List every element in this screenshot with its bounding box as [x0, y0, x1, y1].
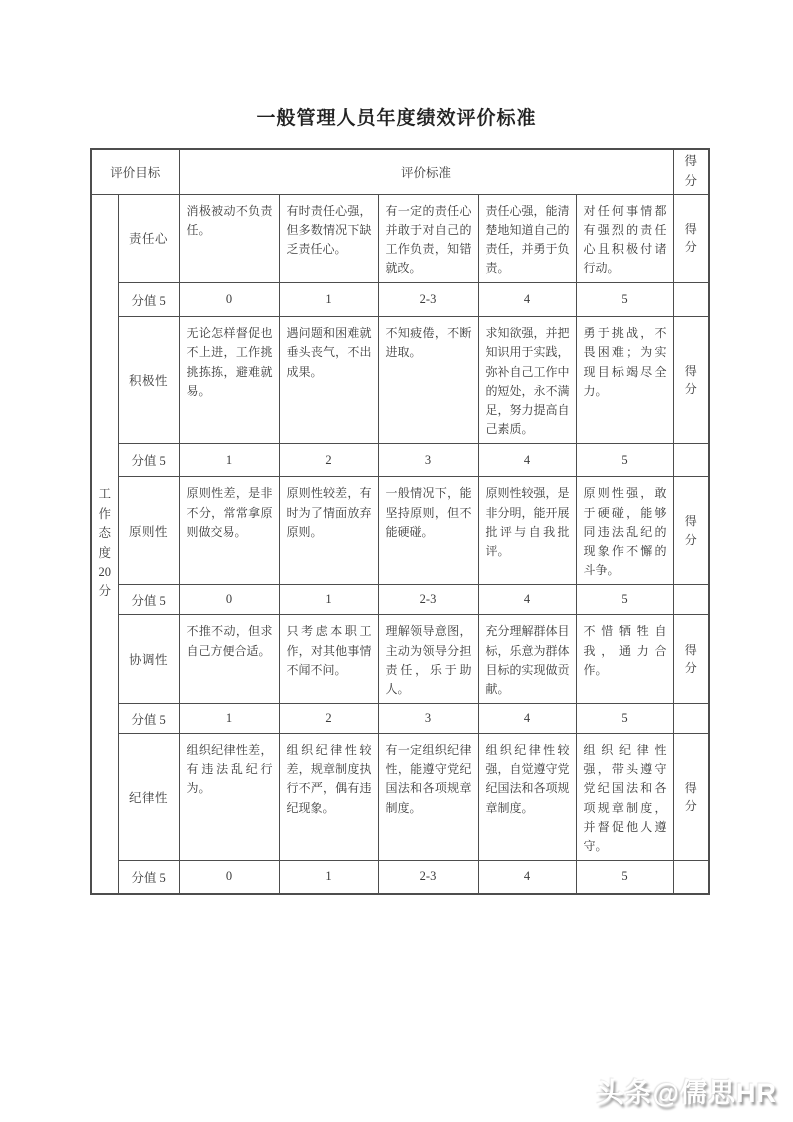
- points-value: 2-3: [378, 861, 478, 894]
- criteria-row-coordination: [91, 615, 709, 704]
- points-value: 2: [279, 704, 378, 734]
- header-goal: 评价目标: [91, 149, 179, 194]
- score-cell: 得分: [673, 615, 709, 704]
- points-value: 4: [478, 283, 576, 317]
- standard-cell: 有时责任心强，但多数情况下缺乏责任心。: [279, 194, 378, 283]
- standard-cell: 有一定的责任心并敢于对自己的工作负责，知错就改。: [378, 194, 478, 283]
- category-work-attitude: [91, 194, 118, 894]
- points-value: 0: [179, 861, 279, 894]
- score-input-cell: [673, 444, 709, 477]
- table-header-row: [91, 149, 709, 194]
- score-cell: 得分: [673, 317, 709, 444]
- criteria-row-initiative: [91, 317, 709, 444]
- points-value: 3: [378, 704, 478, 734]
- header-score-label: 得分: [684, 154, 698, 188]
- score-cell: 得分: [673, 194, 709, 283]
- points-value: 1: [179, 704, 279, 734]
- standard-cell: 理解领导意图，主动为领导分担责任，乐于助人。: [378, 615, 478, 704]
- standard-cell: 只考虑本职工作，对其他事情不闻不问。: [279, 615, 378, 704]
- standard-cell: 原则性较差，有时为了情面放弃原则。: [279, 477, 378, 585]
- points-value: 0: [179, 585, 279, 615]
- evaluation-table: [90, 148, 710, 895]
- points-value: 1: [279, 585, 378, 615]
- points-value: 2-3: [378, 283, 478, 317]
- points-row-coordination: [91, 704, 709, 734]
- criteria-row-principle: [91, 477, 709, 585]
- points-label: 分值 5: [118, 283, 179, 317]
- standard-cell: 消极被动不负责任。: [179, 194, 279, 283]
- standard-cell: 原则性差，是非不分，常常拿原则做交易。: [179, 477, 279, 585]
- points-label: 分值 5: [118, 861, 179, 894]
- points-value: 5: [576, 283, 673, 317]
- standard-cell: 组织纪律性强，带头遵守党纪国法和各项规章制度，并督促他人遵守。: [576, 734, 673, 861]
- points-value: 3: [378, 444, 478, 477]
- points-value: 0: [179, 283, 279, 317]
- header-standard: 评价标准: [179, 149, 673, 194]
- standard-cell: 责任心强，能清楚地知道自己的责任，并勇于负责。: [478, 194, 576, 283]
- standard-cell: 充分理解群体目标，乐意为群体目标的实现做贡献。: [478, 615, 576, 704]
- header-score: [673, 149, 709, 194]
- score-input-cell: [673, 283, 709, 317]
- standard-cell: 原则性较强，是非分明，能开展批评与自我批评。: [478, 477, 576, 585]
- standard-cell: 一般情况下，能坚持原则，但不能硬碰。: [378, 477, 478, 585]
- points-value: 2: [279, 444, 378, 477]
- points-value: 5: [576, 585, 673, 615]
- watermark: 头条@儒思HR: [596, 1078, 777, 1108]
- standard-cell: 遇问题和困难就垂头丧气，不出成果。: [279, 317, 378, 444]
- points-value: 1: [279, 283, 378, 317]
- standard-cell: 对任何事情都有强烈的责任心且积极付诸行动。: [576, 194, 673, 283]
- page-title: 一般管理人员年度绩效评价标准: [256, 108, 537, 129]
- category-vertical-label: 工 作 态 度 20 分: [98, 487, 111, 599]
- points-value: 1: [279, 861, 378, 894]
- criteria-name: 纪律性: [118, 734, 179, 861]
- standard-cell: 组织纪律性较强，自觉遵守党纪国法和各项规章制度。: [478, 734, 576, 861]
- criteria-name: 协调性: [118, 615, 179, 704]
- criteria-row-discipline: [91, 734, 709, 861]
- standard-cell: 有一定组织纪律性，能遵守党纪国法和各项规章制度。: [378, 734, 478, 861]
- points-value: 1: [179, 444, 279, 477]
- points-value: 5: [576, 704, 673, 734]
- points-label: 分值 5: [118, 704, 179, 734]
- score-input-cell: [673, 585, 709, 615]
- points-row-principle: [91, 585, 709, 615]
- standard-cell: 勇于挑战，不畏困难；为实现目标竭尽全力。: [576, 317, 673, 444]
- criteria-name: 积极性: [118, 317, 179, 444]
- points-value: 4: [478, 704, 576, 734]
- score-input-cell: [673, 861, 709, 894]
- standard-cell: 不推不动，但求自己方便合适。: [179, 615, 279, 704]
- criteria-row-responsibility: [91, 194, 709, 283]
- points-value: 5: [576, 861, 673, 894]
- points-value: 4: [478, 444, 576, 477]
- points-row-discipline: [91, 861, 709, 894]
- score-cell: 得分: [673, 477, 709, 585]
- standard-cell: 组织纪律性较差，规章制度执行不严，偶有违纪现象。: [279, 734, 378, 861]
- points-value: 4: [478, 585, 576, 615]
- standard-cell: 求知欲强，并把知识用于实践，弥补自己工作中的短处，永不满足，努力提高自己素质。: [478, 317, 576, 444]
- points-value: 5: [576, 444, 673, 477]
- score-input-cell: [673, 704, 709, 734]
- standard-cell: 原则性强，敢于硬碰，能够同违法乱纪的现象作不懈的斗争。: [576, 477, 673, 585]
- points-row-responsibility: [91, 283, 709, 317]
- criteria-name: 原则性: [118, 477, 179, 585]
- score-cell: 得分: [673, 734, 709, 861]
- points-value: 2-3: [378, 585, 478, 615]
- standard-cell: 组织纪律性差，有违法乱纪行为。: [179, 734, 279, 861]
- standard-cell: 不知疲倦，不断进取。: [378, 317, 478, 444]
- criteria-name: 责任心: [118, 194, 179, 283]
- standard-cell: 不惜牺牲自我，通力合作。: [576, 615, 673, 704]
- points-label: 分值 5: [118, 444, 179, 477]
- points-row-initiative: [91, 444, 709, 477]
- standard-cell: 无论怎样督促也不上进，工作挑挑拣拣，避难就易。: [179, 317, 279, 444]
- points-value: 4: [478, 861, 576, 894]
- points-label: 分值 5: [118, 585, 179, 615]
